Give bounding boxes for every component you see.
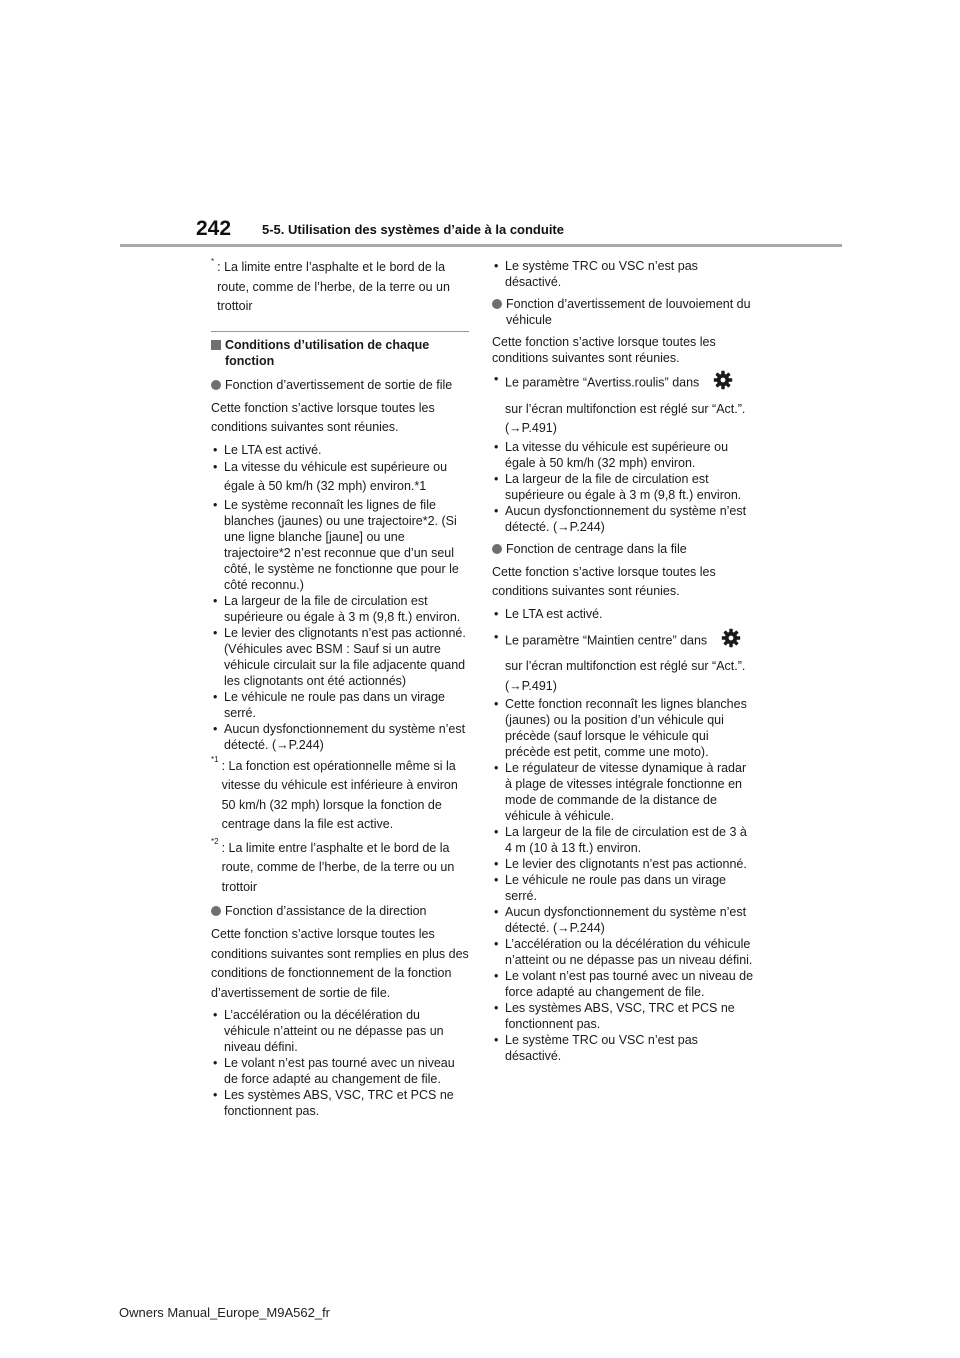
footnote-1 [211, 757, 469, 835]
gear-icon [721, 628, 741, 655]
list-item: • La largeur de la file de circulation est supérieure ou égale à 3 m (9,8 ft.) environ. [211, 593, 469, 625]
list-item: • Le régulateur de vitesse dynamique à radar à plage de vitesses intégrale fonctionne en mode de commande de la distance de véhicule à véhicule. [492, 760, 754, 824]
paragraph: Cette fonction s’active lorsque toutes les conditions suivantes sont réunies. [492, 335, 716, 365]
footer-text: Owners Manual_Europe_M9A562_fr [119, 1305, 331, 1320]
footnote-text: : La fonction est opérationnelle même si la vitesse du véhicule est inférieure à environ 50 km/h (32 mph) lorsque la fonction de centrage dans la file est active. [221, 758, 458, 831]
list-item: • Le système reconnaît les lignes de file blanches (jaunes) ou une trajectoire*2. (Si une ligne blanche [jaune] ou une trajectoire*2 n’est reconnue que d’un seul côté, le système ne fonctionne que pour le côté reconnu.) [211, 497, 469, 593]
subheading-text: Fonction d’assistance de la direction [225, 904, 427, 918]
footnote-text: : La limite entre l’asphalte et le bord de la route, comme de l’herbe, de la terre ou un trottoir [221, 840, 455, 894]
bullet-list [211, 1007, 469, 1119]
footnote-2 [211, 839, 469, 898]
list-item: • Le système TRC ou VSC n’est pas désactivé. [492, 1032, 754, 1064]
circle-bullet-icon [211, 380, 221, 390]
list-item-continuation: sur l’écran multifonction est réglé sur “Act.”. (→P.491) [505, 401, 746, 435]
circle-bullet-icon [492, 544, 502, 554]
list-item: • La largeur de la file de circulation est de 3 à 4 m (10 à 13 ft.) environ. [492, 824, 754, 856]
list-item [492, 370, 754, 439]
list-item-text: Le paramètre “Avertiss.roulis” dans [505, 375, 700, 390]
bullet-list [492, 370, 754, 535]
list-item-continuation: sur l’écran multifonction est réglé sur “Act.”. (→P.491) [505, 659, 746, 693]
list-item: • Les systèmes ABS, VSC, TRC et PCS ne fonctionnent pas. [492, 1000, 754, 1032]
list-item: • Les systèmes ABS, VSC, TRC et PCS ne fonctionnent pas. [211, 1087, 469, 1119]
list-item: • Le LTA est activé. [492, 606, 754, 622]
page-number: 242 [196, 217, 232, 240]
list-item: • Le volant n’est pas tourné avec un niveau de force adapté au changement de file. [492, 968, 754, 1000]
footnote-mark: *1 [211, 755, 219, 765]
left-column [211, 258, 469, 1123]
list-item: • Le véhicule ne roule pas dans un virage serré. [211, 689, 469, 721]
bullet-list [492, 258, 754, 290]
list-item: • Aucun dysfonctionnement du système n’est détecté. (→P.244) [492, 503, 754, 535]
list-item: • La vitesse du véhicule est supérieure ou égale à 50 km/h (32 mph) environ.*1 [211, 458, 469, 497]
section-heading [211, 331, 469, 369]
paragraph: Cette fonction s’active lorsque toutes les conditions suivantes sont réunies. [211, 400, 435, 434]
list-item: • Le volant n’est pas tourné avec un niveau de force adapté au changement de file. [211, 1055, 469, 1087]
list-item: • La largeur de la file de circulation est supérieure ou égale à 3 m (9,8 ft.) environ. [492, 471, 754, 503]
right-column [492, 258, 754, 1068]
list-item [492, 628, 754, 697]
list-item: • Cette fonction reconnaît les lignes blanches (jaunes) ou la position d’un véhicule qui précède (sauf lorsque le véhicule qui précède est petit, comme une moto). [492, 696, 754, 760]
gear-icon [713, 370, 733, 397]
section-heading-text: Conditions d’utilisation de chaque fonction [225, 337, 430, 368]
square-bullet-icon [211, 340, 221, 350]
footnote-mark: * [211, 256, 215, 266]
circle-bullet-icon [211, 906, 221, 916]
list-item: • Le LTA est activé. [211, 442, 469, 458]
list-item-text: Le paramètre “Maintien centre” dans [505, 633, 708, 648]
section-title: 5-5. Utilisation des systèmes d’aide à la conduite [262, 222, 564, 237]
footnote-text: : La limite entre l’asphalte et le bord de la route, comme de l’herbe, de la terre ou un trottoir [217, 260, 450, 313]
list-item: • Le véhicule ne roule pas dans un virage serré. [492, 872, 754, 904]
footnote-mark: *2 [211, 837, 219, 847]
subheading [492, 541, 754, 557]
subheading-text: Fonction de centrage dans la file [506, 541, 687, 556]
list-item: • L’accélération ou la décélération du véhicule n’atteint ou ne dépasse pas un niveau défini. [492, 936, 754, 968]
paragraph: Cette fonction s’active lorsque toutes les conditions suivantes sont remplies en plus des conditions de fonctionnement de la fonction d’avertissement de sortie de file. [211, 927, 469, 1000]
list-item: • Le système TRC ou VSC n’est pas désactivé. [492, 258, 754, 290]
subheading [492, 296, 754, 328]
subheading [211, 903, 469, 919]
list-item: • Aucun dysfonctionnement du système n’est détecté. (→P.244) [211, 721, 469, 753]
list-item: • Le levier des clignotants n’est pas actionné. [492, 856, 754, 872]
paragraph: Cette fonction s’active lorsque toutes les conditions suivantes sont réunies. [492, 564, 716, 598]
list-item: • Le levier des clignotants n’est pas actionné. (Véhicules avec BSM : Sauf si un autre véhicule circulait sur la file adjacente quand les clignotants ont été actionnés) [211, 625, 469, 689]
list-item: • La vitesse du véhicule est supérieure ou égale à 50 km/h (32 mph) environ. [492, 439, 754, 471]
list-item: • L’accélération ou la décélération du véhicule n’atteint ou ne dépasse pas un niveau défini. [211, 1007, 469, 1055]
header-divider [120, 244, 842, 247]
subheading [211, 377, 469, 393]
subheading-text: Fonction d’avertissement de sortie de file [225, 377, 453, 392]
list-item: • Aucun dysfonctionnement du système n’est détecté. (→P.244) [492, 904, 754, 936]
bullet-list [211, 442, 469, 753]
footnote-top [211, 258, 469, 317]
subheading-text: Fonction d’avertissement de louvoiement du véhicule [506, 297, 751, 327]
bullet-list [492, 606, 754, 1065]
circle-bullet-icon [492, 299, 502, 309]
